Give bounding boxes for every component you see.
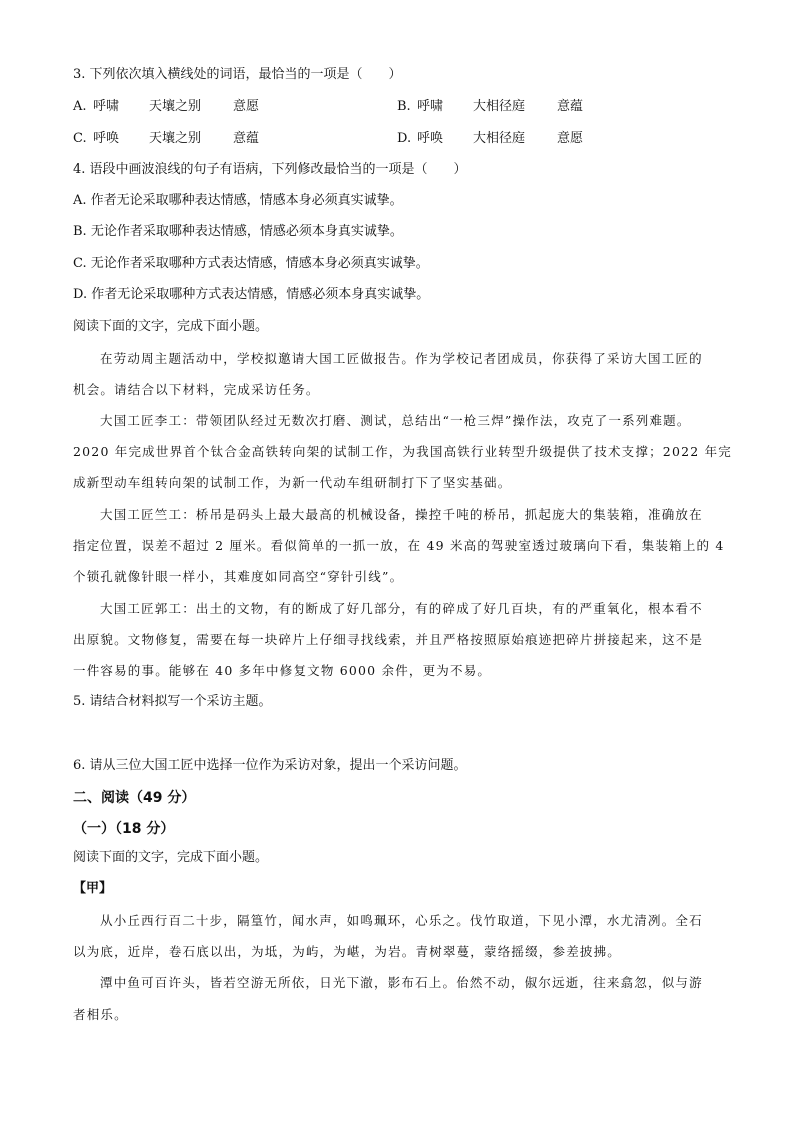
q3-stem: 3. 下列依次填入横线处的词语，最恰当的一项是（ ） [73,67,402,82]
para2-line1: 大国工匠李工：带领团队经过无数次打磨、测试，总结出“一枪三焊”操作法，攻克了一系列难题。 [100,413,691,428]
q3-option-b-word3: 意蕴 [557,99,584,114]
passage-label-jia: 【甲】 [73,881,113,896]
section-title: 二、阅读（49 分） [73,790,196,806]
subsection-title: （一）（18 分） [73,821,175,837]
passage-p2-line1: 潭中鱼可百许头，皆若空游无所依，日光下澈，影布石上。佁然不动，俶尔远逝，往来翕忽，似与游 [100,975,703,990]
q3-option-b-word2: 大相径庭 [473,99,526,114]
q4-option-a: A. 作者无论采取哪种表达情感，情感本身必须真实诚挚。 [73,193,403,208]
q3-option-a-key: A. [73,99,87,114]
q4-option-d: D. 作者无论采取哪种方式表达情感，情感必须本身真实诚挚。 [73,287,430,302]
q4-option-b: B. 无论作者采取哪种表达情感，情感必须本身真实诚挚。 [73,224,403,239]
q3-option-a-word3: 意愿 [233,99,260,114]
q4-stem: 4. 语段中画波浪线的句子有语病，下列修改最恰当的一项是（ ） [73,162,467,177]
passage-p2-line2: 者相乐。 [73,1007,128,1022]
para4-line1: 大国工匠郭工：出土的文物，有的断成了好几部分，有的碎成了好几百块，有的严重氧化，根本看不 [100,601,703,616]
passage-p1-line1: 从小丘西行百二十步，隔篁竹，闻水声，如鸣珮环，心乐之。伐竹取道，下见小潭，水尤清冽。全石 [100,913,703,928]
q3-option-a-word2: 天壤之别 [149,99,202,114]
para2-line3: 成新型动车组转向架的试制工作，为新一代动车组研制打下了坚实基础。 [73,475,512,490]
reading-intro: 阅读下面的文字，完成下面小题。 [73,319,269,334]
q3-option-b-word1: 呼啸 [417,99,444,114]
q3-option-a-word1: 呼啸 [93,99,120,114]
para2-line2: 2020 年完成世界首个钛合金高铁转向架的试制工作，为我国高铁行业转型升级提供了技术支撑；2022 年完 [73,444,732,459]
para3-line1: 大国工匠竺工：桥吊是码头上最大最高的机械设备，操控千吨的桥吊，抓起庞大的集装箱，准确放在 [100,507,703,522]
para3-line3: 个锁孔就像针眼一样小，其难度如同高空“穿针引线”。 [73,569,404,584]
para4-line2: 出原貌。文物修复，需要在每一块碎片上仔细寻找线索，并且严格按照原始痕迹把碎片拼接起来，这不是 [73,632,704,647]
q3-option-c-word1: 呼唤 [93,131,120,146]
para4-line3: 一件容易的事。能够在 40 多年中修复文物 6000 余件，更为不易。 [73,663,492,678]
passage-p1-line2: 以为底，近岸，卷石底以出，为坻，为屿，为嵁，为岩。青树翠蔓，蒙络摇缀，参差披拂。 [73,944,622,959]
q3-option-d-word1: 呼唤 [417,131,444,146]
q4-option-c: C. 无论作者采取哪种方式表达情感，情感本身必须真实诚挚。 [73,256,429,271]
para3-line2: 指定位置，误差不超过 2 厘米。看似简单的一抓一放，在 49 米高的驾驶室透过玻璃向下看，集装箱上的 4 [73,538,725,553]
q3-option-d-word3: 意愿 [557,131,584,146]
q6-stem: 6. 请从三位大国工匠中选择一位作为采访对象，提出一个采访问题。 [73,758,467,773]
section2-intro: 阅读下面的文字，完成下面小题。 [73,850,269,865]
q3-option-d-key: D. [397,131,412,146]
q5-stem: 5. 请结合材料拟写一个采访主题。 [73,694,272,709]
q3-option-c-word3: 意蕴 [233,131,260,146]
para1-line1: 在劳动周主题活动中，学校拟邀请大国工匠做报告。作为学校记者团成员，你获得了采访大国工匠的 [100,351,703,366]
para1-line2: 机会。请结合以下材料，完成采访任务。 [73,382,320,397]
q3-option-c-key: C. [73,131,87,146]
q3-option-d-word2: 大相径庭 [473,131,526,146]
q3-option-c-word2: 天壤之别 [149,131,202,146]
q3-option-b-key: B. [397,99,411,114]
